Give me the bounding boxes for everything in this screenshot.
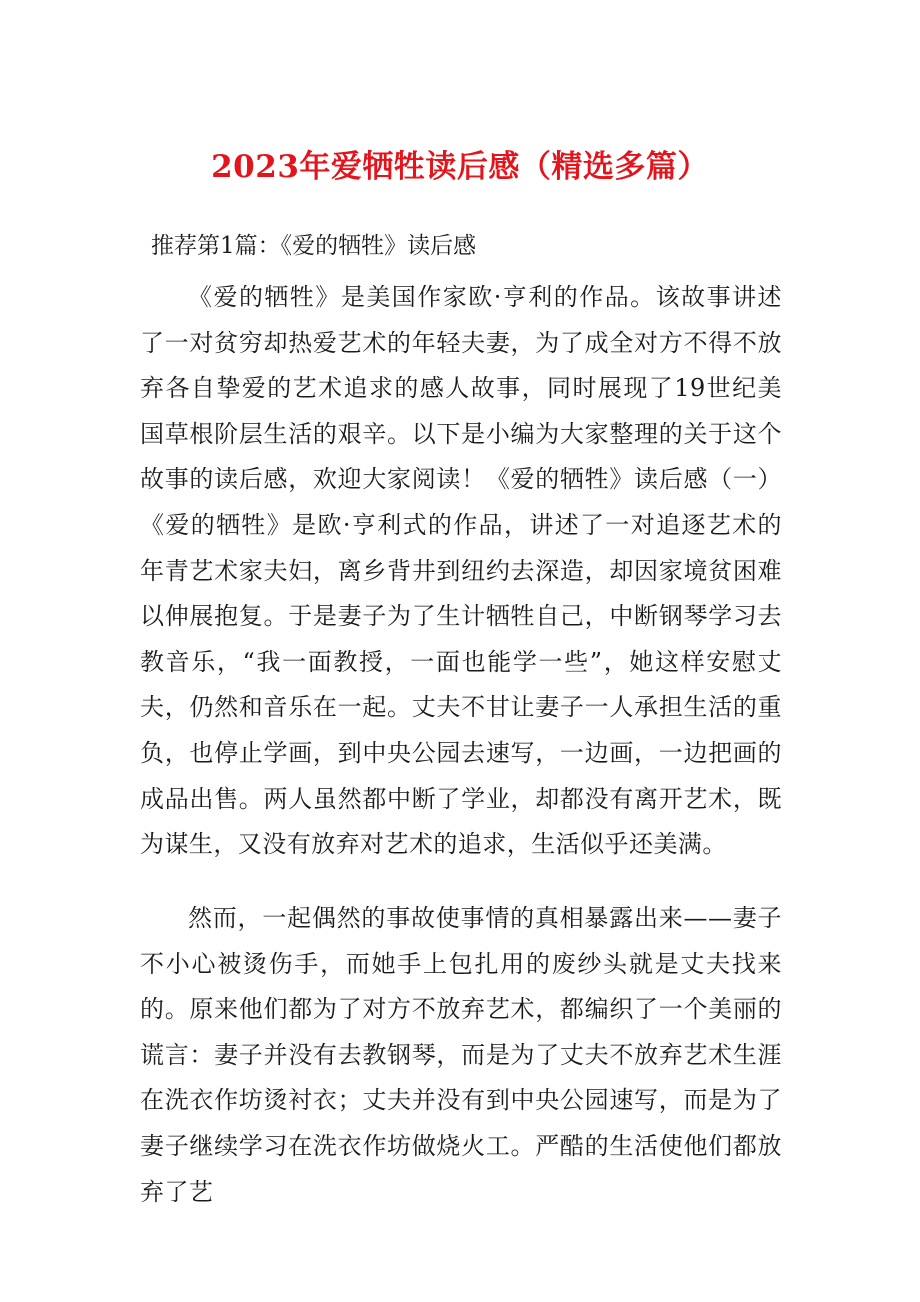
- paragraph-1: 《爱的牺牲》是美国作家欧·亨利的作品。该故事讲述了一对贫穷却热爱艺术的年轻夫妻，为了成全对方不得不放弃各自挚爱的艺术追求的感人故事，同时展现了19世纪美国草根阶层生活的艰辛。以下是小编为大家整理的关于这个故事的读后感，欢迎大家阅读！《爱的牺牲》读后感（一）《爱的牺牲》是欧·亨利式的作品，讲述了一对追逐艺术的年青艺术家夫妇，离乡背井到纽约去深造，却因家境贫困难以伸展抱复。于是妻子为了生计牺牲自己，中断钢琴学习去教音乐，“我一面教授，一面也能学一些”，她这样安慰丈夫，仍然和音乐在一起。丈夫不甘让妻子一人承担生活的重负，也停止学画，到中央公园去速写，一边画，一边把画的成品出售。两人虽然都中断了学业，却都没有离开艺术，既为谋生，又没有放弃对艺术的追求，生活似乎还美满。: [140, 283, 782, 859]
- article-heading: 推荐第1篇：《爱的牺牲》读后感: [151, 233, 477, 259]
- paragraph-2: 然而，一起偶然的事故使事情的真相暴露出来——妻子不小心被烫伤手，而她手上包扎用的废纱头就是丈夫找来的。原来他们都为了对方不放弃艺术，都编织了一个美丽的谎言：妻子并没有去教钢琴，而是为了丈夫不放弃艺术生涯在洗衣作坊烫衬衣；丈夫并没有到中央公园速写，而是为了妻子继续学习在洗衣作坊做烧火工。严酷的生活使他们都放弃了艺: [140, 904, 782, 1206]
- document-title: 2023年爱牺牲读后感（精选多篇）: [211, 149, 709, 185]
